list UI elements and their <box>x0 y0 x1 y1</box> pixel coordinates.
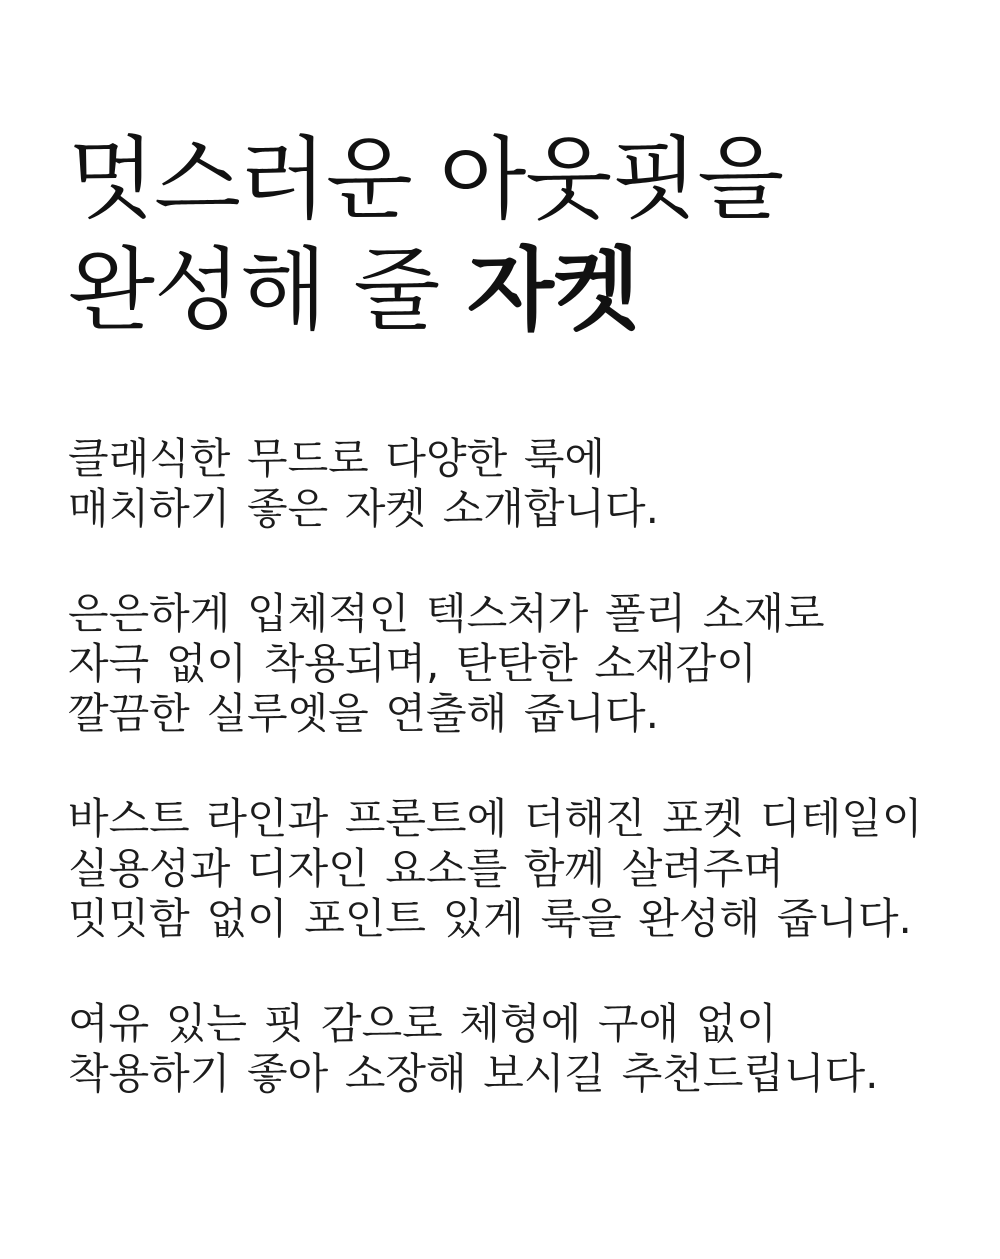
text-line: 여유 있는 핏 감으로 체형에 구애 없이 <box>68 999 777 1048</box>
text-line: 자극 없이 착용되며, 탄탄한 소재감이 <box>68 639 757 688</box>
paragraph-material <box>68 589 940 739</box>
text-line: 밋밋함 없이 포인트 있게 룩을 완성해 줍니다. <box>68 894 912 943</box>
headline-line-2 <box>68 238 639 343</box>
text-line: 바스트 라인과 프론트에 더해진 포켓 디테일이 <box>68 794 923 843</box>
paragraph-pocket-detail <box>68 794 940 944</box>
description-body <box>68 434 940 1099</box>
text-line: 실용성과 디자인 요소를 함께 살려주며 <box>68 844 784 893</box>
headline-line-2-regular: 완성해 줄 <box>68 238 467 343</box>
headline-line-1: 멋스러운 아웃핏을 <box>68 127 784 232</box>
text-line: 매치하기 좋은 자켓 소개합니다. <box>68 484 659 533</box>
headline-keyword-jacket: 자켓 <box>466 237 639 343</box>
paragraph-fit-recommendation <box>68 999 940 1099</box>
text-line: 깔끔한 실루엣을 연출해 줍니다. <box>68 689 659 738</box>
paragraph-intro <box>68 434 940 534</box>
text-line: 착용하기 좋아 소장해 보시길 추천드립니다. <box>68 1049 879 1098</box>
text-line: 클래식한 무드로 다양한 룩에 <box>68 434 605 483</box>
text-line: 은은하게 입체적인 텍스처가 폴리 소재로 <box>68 589 825 638</box>
page-title <box>68 125 940 346</box>
